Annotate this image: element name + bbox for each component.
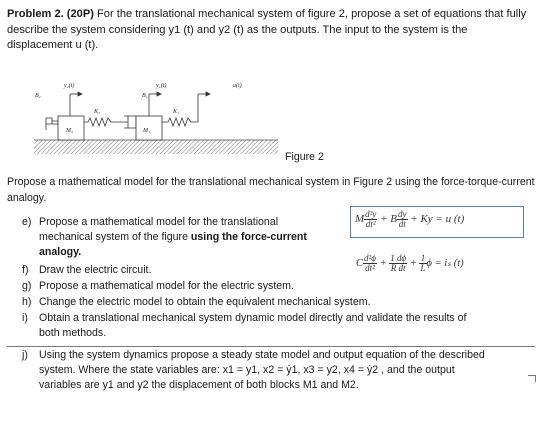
eq-rest: + Ky = u (t)	[410, 213, 465, 226]
electric-equation: C $\frac{\text{d²ϕ}}{\text{dt²}}$ + $\frac{1 d\phi}{\text{R dt}}$ + $\frac{1}{L}$ ϕ = iₛ (t)	[356, 253, 464, 273]
label-y1: y₁(t)	[156, 83, 167, 89]
damper-b2	[46, 118, 58, 130]
fraction: $\frac{1}{L}$	[420, 253, 426, 273]
label-k1: K₁	[173, 109, 180, 115]
fraction: $\frac{\text{d²ϕ}}{\text{dt²}}$	[364, 253, 376, 273]
item-label: f)	[22, 264, 29, 276]
divider-line	[7, 346, 535, 347]
eq-damping: + B	[380, 213, 398, 226]
label-b1: B₁	[142, 93, 148, 99]
damper-b1	[116, 116, 136, 128]
y2-arrow	[70, 92, 82, 116]
u-arrow	[198, 92, 210, 122]
label-m1: M₁	[143, 128, 151, 134]
fraction: $\frac{1 d\phi}{\text{R dt}}$	[390, 253, 407, 273]
label-b2: B₂	[35, 93, 41, 99]
item-label: e)	[22, 216, 32, 228]
eq-rest: ϕ = iₛ (t)	[426, 257, 464, 269]
item-j-line-1: Using the system dynamics propose a steady state model and output equation of the described	[39, 349, 485, 361]
problem-statement	[7, 7, 535, 54]
item-e-line-2: mechanical system of the figure using the force-current	[39, 231, 307, 244]
spring-k2	[84, 118, 116, 126]
item-text: Draw the electric circuit.	[39, 264, 152, 276]
figure-caption: Figure 2	[285, 151, 324, 163]
item-i-line-1: Obtain a translational mechanical system dynamic model directly and validate the results of	[39, 312, 467, 324]
item-label: j)	[22, 349, 28, 361]
item-j-line-2: system. Where the state variables are: x1 = y1, x2 = ẏ1, x3 = y2, x4 = ẏ2 , and the output	[39, 364, 455, 377]
label-k2: K₂	[94, 109, 101, 115]
ground-hatch	[34, 140, 278, 154]
label-y2: y₂(t)	[64, 83, 75, 89]
mechanical-equation-box	[350, 206, 524, 238]
item-e-line-3: analogy.	[39, 246, 82, 259]
item-text: Propose a mathematical model for the electric system.	[39, 280, 294, 292]
spring-k1	[162, 118, 198, 126]
item-i-line-2: both methods.	[39, 327, 107, 340]
item-j-line-3: variables are y1 and y2 the displacement of both blocks M1 and M2.	[39, 379, 359, 392]
item-text: Change the electric model to obtain the equivalent mechanical system.	[39, 296, 371, 308]
emphasis-text: using the force-current	[190, 231, 307, 244]
item-e-line-1: Propose a mathematical model for the translational	[39, 216, 279, 228]
item-label: g)	[22, 280, 32, 292]
fraction: $\frac{dy}{dt}$	[398, 209, 407, 229]
y1-arrow	[149, 92, 161, 116]
label-m2: M₂	[66, 128, 74, 134]
item-label: h)	[22, 296, 32, 308]
fraction: $\frac{\text{d²y}}{\text{dt²}}$	[365, 209, 377, 229]
eq-mass: M	[355, 213, 365, 226]
label-u: u(t)	[233, 83, 242, 89]
corner-mark-vertical	[535, 375, 536, 382]
mechanical-system-figure	[28, 82, 288, 156]
problem-text: For the translational mechanical system of figure 2, propose a set of equations that fully describe the system considering y1 (t) and y2 (t) as the outputs. The input to the system is the displacement u (t).	[7, 8, 527, 52]
eq-capacitance: C	[356, 257, 364, 269]
intro-paragraph: Propose a mathematical model for the translational mechanical system in Figure 2 using the force-torque-current analogy.	[7, 176, 535, 204]
item-label: i)	[22, 312, 28, 324]
problem-heading: Problem 2. (20P)	[7, 8, 94, 20]
